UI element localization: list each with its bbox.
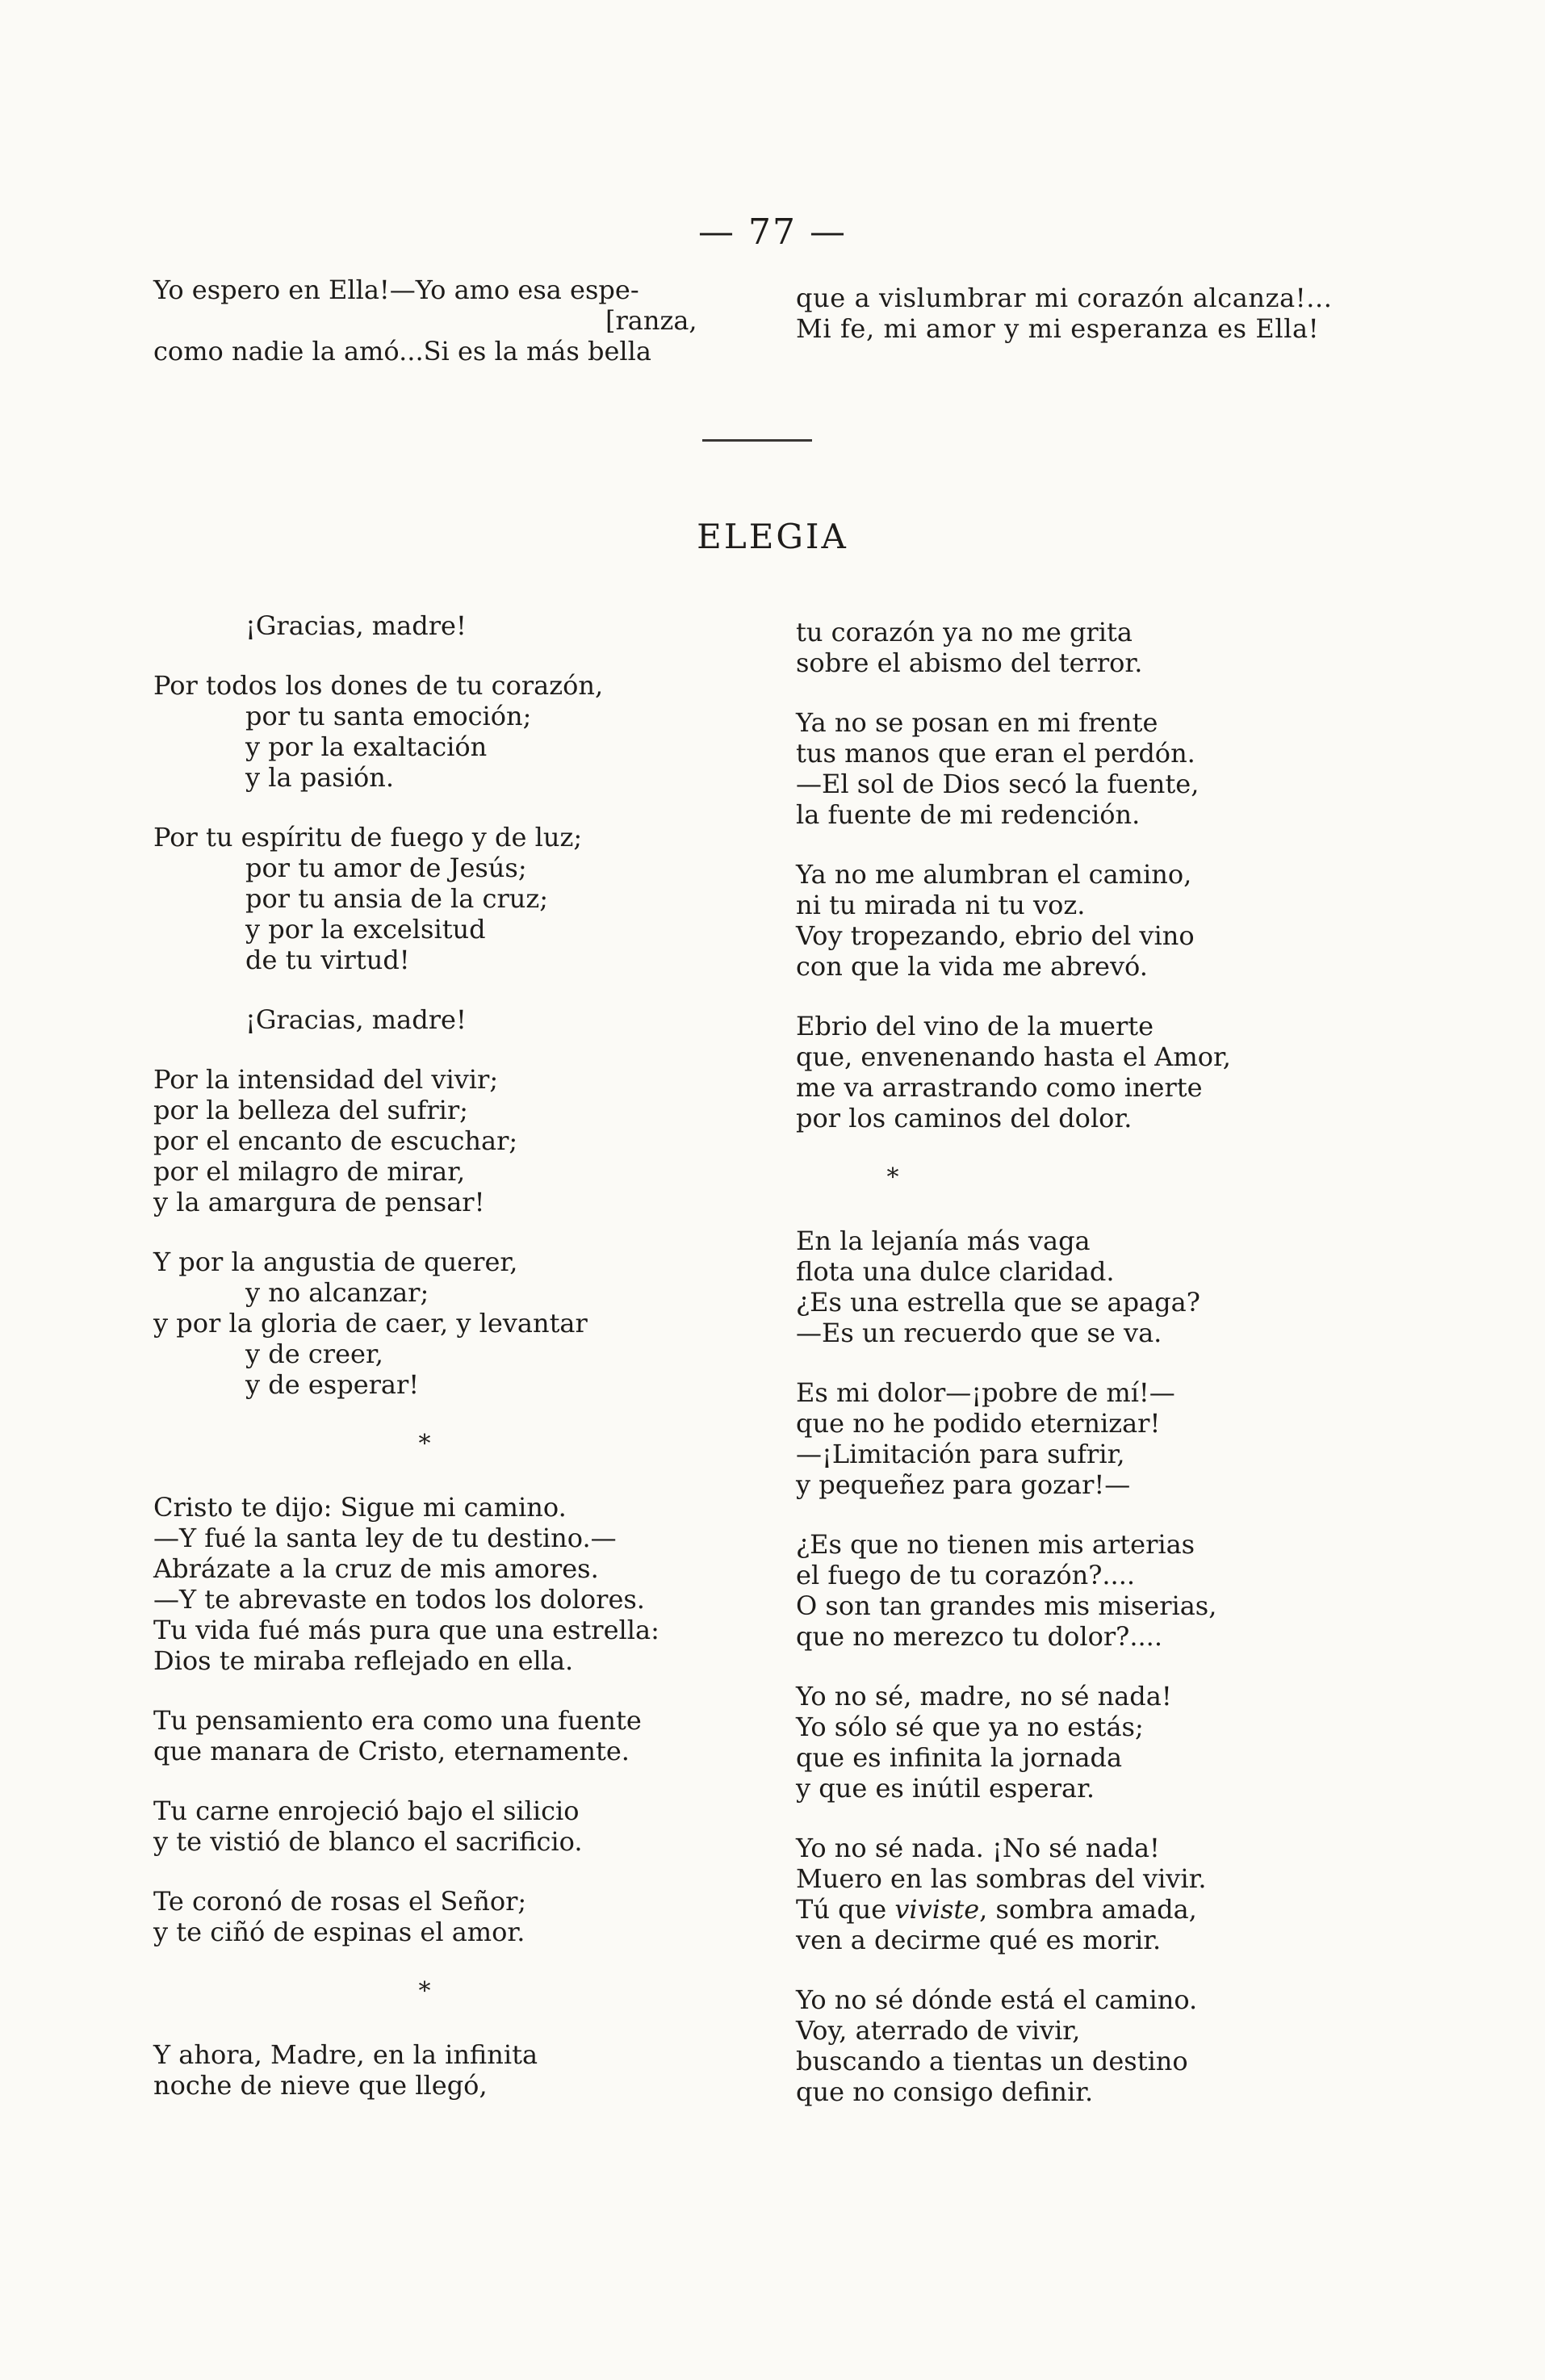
stanza	[796, 1833, 1231, 1955]
poem-line: que no consigo definir.	[796, 2076, 1094, 2107]
poem-fragment: Tú que	[796, 1894, 895, 1925]
poem-line: tus manos que eran el perdón.	[796, 738, 1195, 769]
poem-line: y de creer,	[245, 1339, 383, 1369]
poem-line: Yo no sé dónde está el camino.	[796, 1984, 1198, 2015]
poem-line: ¡Gracias, madre!	[245, 1004, 467, 1035]
page-number: — 77 —	[698, 212, 847, 253]
poem-line: ven a decirme qué es morir.	[796, 1925, 1162, 1955]
poem-line: buscando a tientas un destino	[796, 2046, 1188, 2076]
stanza	[796, 617, 1231, 678]
poem-line: Por todos los dones de tu corazón,	[153, 670, 604, 701]
poem-line: de tu virtud!	[245, 945, 410, 975]
elegia-left-column	[153, 610, 659, 2130]
stanza	[796, 707, 1231, 830]
poem-line: que a vislumbrar mi corazón alcanza!...	[796, 283, 1333, 313]
asterisk-separator: *	[418, 1430, 431, 1458]
poem-fragment: , sombra amada,	[979, 1894, 1197, 1925]
poem-line: Voy tropezando, ebrio del vino	[796, 920, 1195, 951]
stanza	[153, 1247, 659, 1400]
poem-line: Y ahora, Madre, en la infinita	[153, 2039, 538, 2070]
poem-line: Abrázate a la cruz de mis amores.	[153, 1553, 599, 1584]
poem-line: O son tan grandes mis miserias,	[796, 1590, 1217, 1621]
poem-line: como nadie la amó...Si es la más bella	[153, 336, 651, 367]
poem-line: y por la exaltación	[245, 731, 488, 762]
poem-line: Tu pensamiento era como una fuente	[153, 1705, 642, 1736]
poem-line: por tu amor de Jesús;	[245, 853, 527, 883]
poem-line: y la pasión.	[245, 762, 394, 793]
poem-line: Mi fe, mi amor y mi esperanza es Ella!	[796, 313, 1320, 344]
poem-line: por el milagro de mirar,	[153, 1156, 466, 1187]
preceding-poem-left	[153, 274, 697, 367]
poem-line: por el encanto de escuchar;	[153, 1125, 518, 1156]
preceding-poem-right	[796, 283, 1333, 344]
poem-line: Yo no sé, madre, no sé nada!	[796, 1681, 1172, 1712]
asterisk-separator: *	[418, 1977, 431, 2005]
poem-line: ¡Gracias, madre!	[245, 610, 467, 641]
poem-line: por la belleza del sufrir;	[153, 1095, 468, 1125]
poem-line: —El sol de Dios secó la fuente,	[796, 769, 1200, 799]
poem-line: me va arrastrando como inerte	[796, 1072, 1203, 1103]
stanza	[153, 610, 659, 641]
poem-line: —Y fué la santa ley de tu destino.—	[153, 1523, 617, 1553]
poem-line: ¿Es una estrella que se apaga?	[796, 1287, 1200, 1318]
poem-line: y por la excelsitud	[245, 914, 486, 945]
section-divider	[702, 439, 812, 442]
poem-line: Tu carne enrojeció bajo el silicio	[153, 1795, 580, 1826]
stanza	[153, 1795, 659, 1857]
poem-line: Ya no me alumbran el camino,	[796, 859, 1192, 890]
poem-line: —Y te abrevaste en todos los dolores.	[153, 1584, 645, 1615]
poem-line: tu corazón ya no me grita	[796, 617, 1133, 647]
stanza	[153, 2039, 659, 2101]
stanza	[153, 1064, 659, 1217]
poem-line: y la amargura de pensar!	[153, 1187, 485, 1217]
poem-line: flota una dulce claridad.	[796, 1256, 1115, 1287]
poem-line: que no merezco tu dolor?....	[796, 1621, 1163, 1652]
poem-line: sobre el abismo del terror.	[796, 647, 1143, 678]
poem-line: Yo sólo sé que ya no estás;	[796, 1712, 1144, 1742]
stanza	[153, 1004, 659, 1035]
poem-line: —Es un recuerdo que se va.	[796, 1318, 1162, 1348]
poem-line: Es mi dolor—¡pobre de mí!—	[796, 1377, 1175, 1408]
poem-line: que manara de Cristo, eternamente.	[153, 1736, 630, 1766]
poem-line: noche de nieve que llegó,	[153, 2070, 488, 2101]
poem-line: por tu ansia de la cruz;	[245, 883, 548, 914]
poem-line: Por la intensidad del vivir;	[153, 1064, 499, 1095]
poem-line: y por la gloria de caer, y levantar	[153, 1308, 588, 1339]
poem-line: por tu santa emoción;	[245, 701, 532, 731]
poem-line: ¿Es que no tienen mis arterias	[796, 1529, 1195, 1560]
poem-line: Ya no se posan en mi frente	[796, 707, 1158, 738]
poem-line: el fuego de tu corazón?....	[796, 1560, 1136, 1590]
stanza	[796, 1529, 1231, 1652]
poem-line: Yo no sé nada. ¡No sé nada!	[796, 1833, 1160, 1863]
italic-word: viviste	[894, 1894, 980, 1925]
stanza	[153, 1492, 659, 1676]
poem-line: y pequeñez para gozar!—	[796, 1469, 1131, 1500]
poem-line: Ebrio del vino de la muerte	[796, 1011, 1154, 1041]
stanza	[796, 859, 1231, 982]
poem-line: y no alcanzar;	[245, 1277, 429, 1308]
poem-line: Por tu espíritu de fuego y de luz;	[153, 822, 583, 853]
poem-line: y de esperar!	[245, 1369, 420, 1400]
stanza	[153, 1886, 659, 1947]
poem-line: que es infinita la jornada	[796, 1742, 1123, 1773]
poem-line: y que es inútil esperar.	[796, 1773, 1095, 1804]
poem-title: ELEGIA	[697, 517, 848, 556]
poem-line: Y por la angustia de querer,	[153, 1247, 518, 1277]
poem-line: Voy, aterrado de vivir,	[796, 2015, 1081, 2046]
elegia-right-column	[796, 617, 1231, 2136]
poem-line: ni tu mirada ni tu voz.	[796, 890, 1086, 920]
poem-line: por los caminos del dolor.	[796, 1103, 1133, 1133]
poem-line: Yo espero en Ella!—Yo amo esa espe-	[153, 274, 639, 305]
poem-line: Muero en las sombras del vivir.	[796, 1863, 1207, 1894]
stanza	[796, 1984, 1231, 2107]
stanza	[796, 1011, 1231, 1133]
poem-line: Tu vida fué más pura que una estrella:	[153, 1615, 659, 1645]
poem-line: con que la vida me abrevó.	[796, 951, 1148, 982]
poem-line: Dios te miraba reflejado en ella.	[153, 1645, 574, 1676]
stanza	[153, 670, 659, 793]
poem-line: que, envenenando hasta el Amor,	[796, 1041, 1231, 1072]
asterisk-separator: *	[886, 1163, 899, 1192]
poem-line: —¡Limitación para sufrir,	[796, 1439, 1125, 1469]
poem-line: Te coronó de rosas el Señor;	[153, 1886, 527, 1917]
stanza	[796, 1226, 1231, 1348]
poem-line	[796, 1894, 1231, 1925]
stanza	[796, 1377, 1231, 1500]
poem-line: En la lejanía más vaga	[796, 1226, 1091, 1256]
poem-line: [ranza,	[605, 305, 697, 336]
poem-line: y te ciñó de espinas el amor.	[153, 1917, 525, 1947]
stanza	[153, 1705, 659, 1766]
poem-line: la fuente de mi redención.	[796, 799, 1141, 830]
poem-line: que no he podido eternizar!	[796, 1408, 1161, 1439]
stanza	[796, 1681, 1231, 1804]
stanza	[153, 822, 659, 975]
poem-line: Cristo te dijo: Sigue mi camino.	[153, 1492, 567, 1523]
poem-line: y te vistió de blanco el sacrificio.	[153, 1826, 583, 1857]
